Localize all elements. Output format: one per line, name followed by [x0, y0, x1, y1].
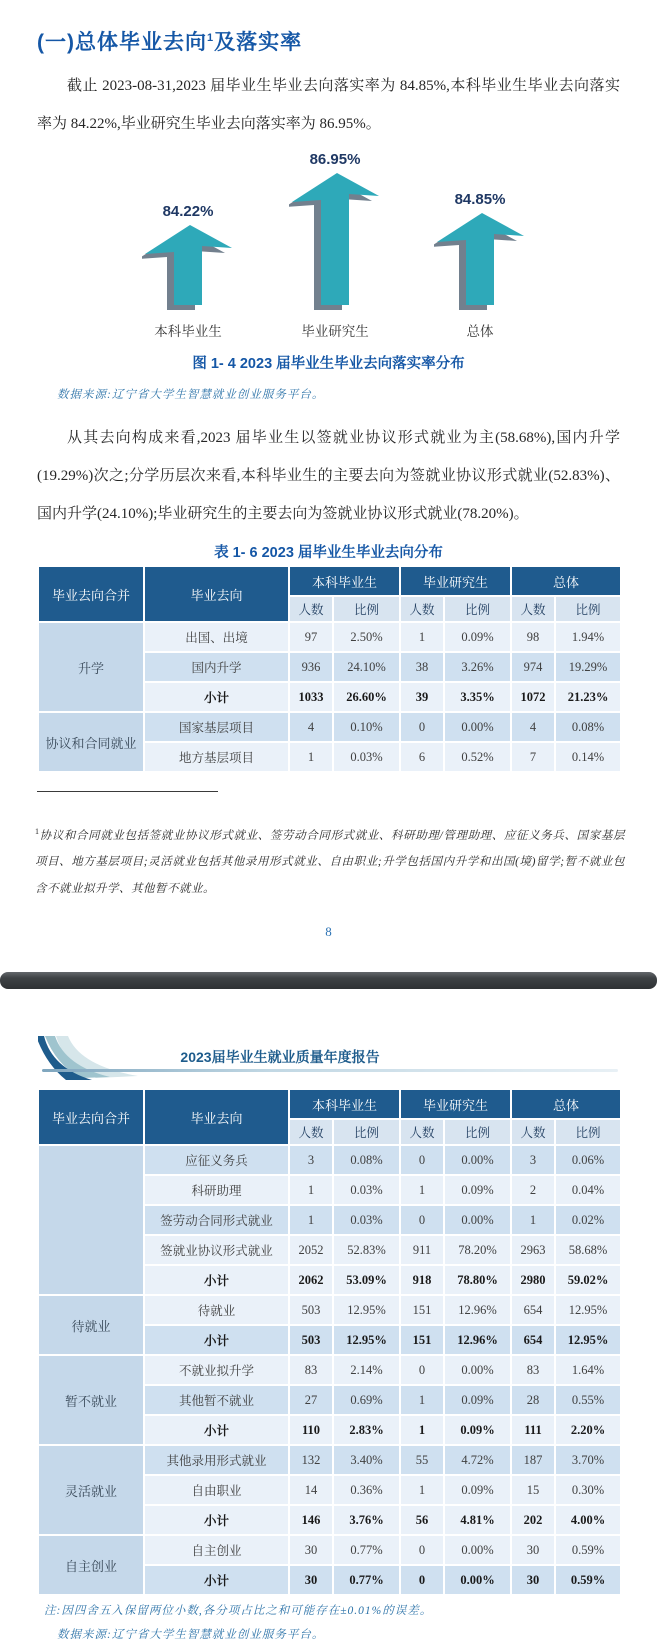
- value-cell: 97: [289, 622, 333, 652]
- chart-category-label: 总体: [466, 324, 494, 339]
- value-cell: 2963: [511, 1235, 555, 1265]
- destination-cell: 其他录用形式就业: [144, 1445, 289, 1475]
- value-cell: 28: [511, 1385, 555, 1415]
- value-cell: 83: [511, 1355, 555, 1385]
- destination-cell: 科研助理: [144, 1175, 289, 1205]
- value-cell: 0: [400, 1205, 444, 1235]
- col-header-destination: 毕业去向: [144, 1089, 289, 1145]
- value-cell: 3.40%: [333, 1445, 400, 1475]
- table-row: [38, 1535, 621, 1565]
- destination-cell: 小计: [144, 1325, 289, 1355]
- value-cell: 15: [511, 1475, 555, 1505]
- footnote-text: 协议和合同就业包括签就业协议形式就业、签劳动合同形式就业、科研助理/管理助理、应征义务兵、国家基层项目、地方基层项目;灵活就业包括其他录用形式就业、自由职业;升学包括国内升学和出国(境)留学;暂不就业包含不就业拟升学、其他暂不就业。: [35, 829, 625, 896]
- value-cell: 52.83%: [333, 1235, 400, 1265]
- value-cell: 78.20%: [444, 1235, 511, 1265]
- value-cell: 27: [289, 1385, 333, 1415]
- value-cell: 151: [400, 1295, 444, 1325]
- value-cell: 0.09%: [444, 622, 511, 652]
- value-cell: 0: [400, 1565, 444, 1595]
- table-row: [38, 1295, 621, 1325]
- value-cell: 39: [400, 682, 444, 712]
- value-cell: 654: [511, 1325, 555, 1355]
- value-cell: 187: [511, 1445, 555, 1475]
- col-header-merge: 毕业去向合并: [38, 1089, 144, 1145]
- value-cell: 2.20%: [555, 1415, 621, 1445]
- up-arrow-icon: [289, 173, 381, 311]
- chart-category-label: 本科毕业生: [154, 324, 222, 339]
- destination-cell: 其他暂不就业: [144, 1385, 289, 1415]
- value-cell: 14: [289, 1475, 333, 1505]
- value-cell: 58.68%: [555, 1235, 621, 1265]
- value-cell: 12.96%: [444, 1325, 511, 1355]
- table-row: [38, 712, 621, 742]
- chart-value-label: 84.85%: [454, 191, 506, 208]
- value-cell: 6: [400, 742, 444, 772]
- value-cell: 53.09%: [333, 1265, 400, 1295]
- heading-text-rest: 及落实率: [214, 31, 303, 55]
- destination-cell: 待就业: [144, 1295, 289, 1325]
- value-cell: 202: [511, 1505, 555, 1535]
- value-cell: 0.30%: [555, 1475, 621, 1505]
- group-label-cell: 暂不就业: [38, 1355, 144, 1445]
- value-cell: 0.09%: [444, 1475, 511, 1505]
- data-source-note: 数据来源:辽宁省大学生智慧就业创业服务平台。: [57, 389, 325, 401]
- col-header-group: 本科毕业生: [289, 566, 400, 596]
- group-label-cell: 灵活就业: [38, 1445, 144, 1535]
- value-cell: 30: [511, 1535, 555, 1565]
- value-cell: 3.26%: [444, 652, 511, 682]
- value-cell: 911: [400, 1235, 444, 1265]
- value-cell: 4: [511, 712, 555, 742]
- value-cell: 0: [400, 1145, 444, 1175]
- table-row: [38, 1145, 621, 1175]
- value-cell: 0.03%: [333, 1205, 400, 1235]
- col-header-group: 本科毕业生: [289, 1089, 400, 1119]
- value-cell: 26.60%: [333, 682, 400, 712]
- value-cell: 2.83%: [333, 1415, 400, 1445]
- table-caption: 表 1- 6 2023 届毕业生毕业去向分布: [214, 545, 443, 561]
- value-cell: 0.00%: [444, 712, 511, 742]
- value-cell: 0.69%: [333, 1385, 400, 1415]
- figure-caption: 图 1- 4 2023 届毕业生毕业去向落实率分布: [192, 356, 465, 372]
- col-subheader: 人数: [289, 596, 333, 622]
- destination-table-page1: [37, 565, 622, 773]
- col-header-group: 毕业研究生: [400, 566, 511, 596]
- value-cell: 0.00%: [444, 1145, 511, 1175]
- table-row: [38, 622, 621, 652]
- value-cell: 3.70%: [555, 1445, 621, 1475]
- value-cell: 0.14%: [555, 742, 621, 772]
- value-cell: 1033: [289, 682, 333, 712]
- chart-arrow-group: [405, 142, 555, 340]
- value-cell: 0.03%: [333, 1175, 400, 1205]
- value-cell: 0.55%: [555, 1385, 621, 1415]
- value-cell: 3.76%: [333, 1505, 400, 1535]
- value-cell: 1: [400, 622, 444, 652]
- chart-value-label: 84.22%: [162, 203, 214, 220]
- value-cell: 30: [289, 1535, 333, 1565]
- page-separator-band: [0, 972, 657, 989]
- value-cell: 111: [511, 1415, 555, 1445]
- value-cell: 1: [400, 1175, 444, 1205]
- value-cell: 12.95%: [555, 1295, 621, 1325]
- value-cell: 1.64%: [555, 1355, 621, 1385]
- value-cell: 0.00%: [444, 1565, 511, 1595]
- value-cell: 0.02%: [555, 1205, 621, 1235]
- value-cell: 2: [511, 1175, 555, 1205]
- value-cell: 0.10%: [333, 712, 400, 742]
- col-header-group: 总体: [511, 1089, 621, 1119]
- value-cell: 0.52%: [444, 742, 511, 772]
- destination-cell: 签就业协议形式就业: [144, 1235, 289, 1265]
- group-label-cell: [38, 1145, 144, 1295]
- value-cell: 0.00%: [444, 1205, 511, 1235]
- col-subheader: 人数: [400, 1119, 444, 1145]
- destination-cell: 应征义务兵: [144, 1145, 289, 1175]
- data-source-note-2: 数据来源:辽宁省大学生智慧就业创业服务平台。: [57, 1629, 325, 1641]
- value-cell: 19.29%: [555, 652, 621, 682]
- value-cell: 0.09%: [444, 1415, 511, 1445]
- destination-table: [37, 565, 622, 773]
- value-cell: 56: [400, 1505, 444, 1535]
- value-cell: 0: [400, 1535, 444, 1565]
- destination-cell: 国内升学: [144, 652, 289, 682]
- destination-table-page2: [37, 1088, 622, 1596]
- col-subheader: 人数: [289, 1119, 333, 1145]
- value-cell: 2980: [511, 1265, 555, 1295]
- value-cell: 3: [289, 1145, 333, 1175]
- value-cell: 7: [511, 742, 555, 772]
- value-cell: 2.14%: [333, 1355, 400, 1385]
- table-row: [38, 1355, 621, 1385]
- destination-table: [37, 1088, 622, 1596]
- chart-category-label: 毕业研究生: [301, 324, 369, 339]
- value-cell: 24.10%: [333, 652, 400, 682]
- destination-cell: 小计: [144, 1505, 289, 1535]
- destination-cell: 不就业拟升学: [144, 1355, 289, 1385]
- value-cell: 83: [289, 1355, 333, 1385]
- value-cell: 4.00%: [555, 1505, 621, 1535]
- col-subheader: 比例: [444, 1119, 511, 1145]
- value-cell: 2062: [289, 1265, 333, 1295]
- up-arrow-icon: [434, 213, 526, 311]
- col-subheader: 比例: [333, 1119, 400, 1145]
- value-cell: 0.00%: [444, 1355, 511, 1385]
- value-cell: 0.08%: [333, 1145, 400, 1175]
- placement-rate-chart: [37, 142, 620, 340]
- value-cell: 0.77%: [333, 1565, 400, 1595]
- group-label-cell: 自主创业: [38, 1535, 144, 1595]
- col-subheader: 比例: [333, 596, 400, 622]
- destination-cell: 自由职业: [144, 1475, 289, 1505]
- value-cell: 0.03%: [333, 742, 400, 772]
- col-header-group: 毕业研究生: [400, 1089, 511, 1119]
- chart-value-label: 86.95%: [309, 151, 361, 168]
- value-cell: 0: [400, 712, 444, 742]
- destination-cell: 国家基层项目: [144, 712, 289, 742]
- page-number: 8: [325, 924, 332, 939]
- value-cell: 151: [400, 1325, 444, 1355]
- footnote-separator: [37, 791, 218, 792]
- value-cell: 2052: [289, 1235, 333, 1265]
- value-cell: 0.59%: [555, 1535, 621, 1565]
- value-cell: 1: [400, 1475, 444, 1505]
- destination-cell: 地方基层项目: [144, 742, 289, 772]
- value-cell: 98: [511, 622, 555, 652]
- chart-arrow-group: [260, 142, 410, 340]
- destination-cell: 出国、出境: [144, 622, 289, 652]
- value-cell: 654: [511, 1295, 555, 1325]
- footnote-marker: 1: [35, 826, 40, 836]
- col-subheader: 比例: [555, 596, 621, 622]
- value-cell: 1: [289, 1175, 333, 1205]
- col-header-destination: 毕业去向: [144, 566, 289, 622]
- value-cell: 2.50%: [333, 622, 400, 652]
- value-cell: 4.81%: [444, 1505, 511, 1535]
- value-cell: 0.59%: [555, 1565, 621, 1595]
- col-subheader: 人数: [511, 596, 555, 622]
- col-header-group: 总体: [511, 566, 621, 596]
- header-rule: [42, 1069, 618, 1072]
- destination-cell: 自主创业: [144, 1535, 289, 1565]
- value-cell: 132: [289, 1445, 333, 1475]
- footnote: [35, 818, 625, 904]
- value-cell: 3: [511, 1145, 555, 1175]
- value-cell: 0: [400, 1355, 444, 1385]
- value-cell: 1: [289, 1205, 333, 1235]
- group-label-cell: 待就业: [38, 1295, 144, 1355]
- value-cell: 503: [289, 1295, 333, 1325]
- value-cell: 78.80%: [444, 1265, 511, 1295]
- value-cell: 936: [289, 652, 333, 682]
- col-subheader: 比例: [555, 1119, 621, 1145]
- up-arrow-icon: [142, 225, 234, 311]
- intro-paragraph: 截止 2023-08-31,2023 届毕业生毕业去向落实率为 84.85%,本科毕业生毕业去向落实率为 84.22%,毕业研究生毕业去向落实率为 86.95%。: [37, 78, 620, 132]
- col-subheader: 人数: [400, 596, 444, 622]
- value-cell: 0.08%: [555, 712, 621, 742]
- heading-footnote-marker: 1: [207, 32, 215, 45]
- value-cell: 30: [289, 1565, 333, 1595]
- value-cell: 974: [511, 652, 555, 682]
- value-cell: 12.95%: [333, 1325, 400, 1355]
- destination-cell: 签劳动合同形式就业: [144, 1205, 289, 1235]
- col-subheader: 比例: [444, 596, 511, 622]
- value-cell: 1072: [511, 682, 555, 712]
- value-cell: 0.06%: [555, 1145, 621, 1175]
- value-cell: 0.09%: [444, 1385, 511, 1415]
- value-cell: 3.35%: [444, 682, 511, 712]
- value-cell: 12.95%: [333, 1295, 400, 1325]
- chart-arrow-group: [113, 142, 263, 340]
- value-cell: 918: [400, 1265, 444, 1295]
- value-cell: 146: [289, 1505, 333, 1535]
- group-label-cell: 协议和合同就业: [38, 712, 144, 772]
- value-cell: 1: [400, 1415, 444, 1445]
- value-cell: 4.72%: [444, 1445, 511, 1475]
- destination-cell: 小计: [144, 1415, 289, 1445]
- destination-cell: 小计: [144, 682, 289, 712]
- destination-cell: 小计: [144, 1565, 289, 1595]
- value-cell: 110: [289, 1415, 333, 1445]
- value-cell: 55: [400, 1445, 444, 1475]
- value-cell: 12.96%: [444, 1295, 511, 1325]
- value-cell: 59.02%: [555, 1265, 621, 1295]
- col-subheader: 人数: [511, 1119, 555, 1145]
- running-header-title: 2023届毕业生就业质量年度报告: [180, 1049, 380, 1065]
- value-cell: 12.95%: [555, 1325, 621, 1355]
- value-cell: 1: [400, 1385, 444, 1415]
- value-cell: 0.09%: [444, 1175, 511, 1205]
- value-cell: 1: [511, 1205, 555, 1235]
- value-cell: 21.23%: [555, 682, 621, 712]
- value-cell: 0.00%: [444, 1535, 511, 1565]
- value-cell: 1.94%: [555, 622, 621, 652]
- value-cell: 0.04%: [555, 1175, 621, 1205]
- value-cell: 38: [400, 652, 444, 682]
- group-label-cell: 升学: [38, 622, 144, 712]
- heading-text: (一)总体毕业去向: [37, 31, 207, 55]
- analysis-paragraph: 从其去向构成来看,2023 届毕业生以签就业协议形式就业为主(58.68%),国内升学(19.29%)次之;分学历层次来看,本科毕业生的主要去向为签就业协议形式就业(52.83%)、国内升学(24.10%);毕业研究生的主要去向为签就业协议形式就业(78.20%)。: [37, 430, 620, 522]
- destination-cell: 小计: [144, 1265, 289, 1295]
- col-header-merge: 毕业去向合并: [38, 566, 144, 622]
- value-cell: 503: [289, 1325, 333, 1355]
- table-row: [38, 1445, 621, 1475]
- rounding-note: 注:因四舍五入保留两位小数,各分项占比之和可能存在±0.01%的误差。: [44, 1605, 433, 1617]
- value-cell: 1: [289, 742, 333, 772]
- value-cell: 30: [511, 1565, 555, 1595]
- value-cell: 4: [289, 712, 333, 742]
- value-cell: 0.36%: [333, 1475, 400, 1505]
- section-heading: [37, 26, 637, 56]
- value-cell: 0.77%: [333, 1535, 400, 1565]
